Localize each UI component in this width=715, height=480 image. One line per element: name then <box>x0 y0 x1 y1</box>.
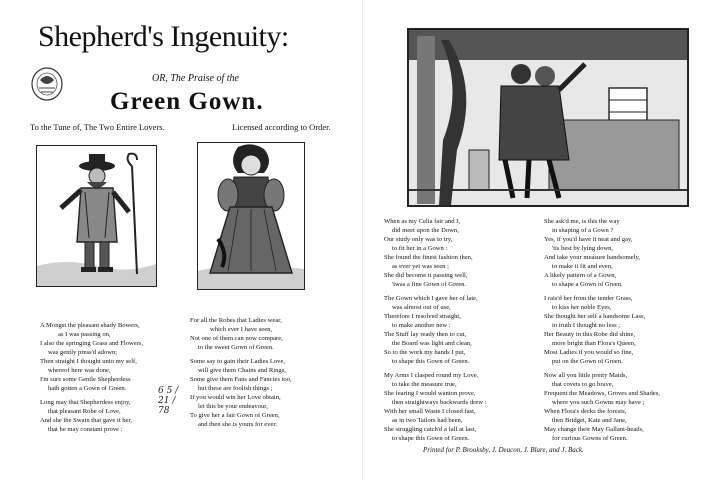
woodcut-lovers-scene <box>407 28 689 207</box>
left-verse-column-1 <box>40 316 143 434</box>
verse-line: She did become it passing well, <box>384 272 468 279</box>
verse-line: Not one of them can now compare, <box>190 335 283 342</box>
verse-line: was almost out of use, <box>392 304 451 311</box>
verse-line: 'twas a fine Gown of Green. <box>392 281 467 288</box>
verse-line: She ask'd me, is this the way <box>544 218 620 225</box>
marginal-handwritten-note: 6 5 / 21 / 78 <box>158 386 179 416</box>
verse-line: Frequent the Meadows, Groves and Shades, <box>544 390 660 397</box>
verse-line: Some say to gain their Ladies Love, <box>190 358 286 365</box>
verse-line: If you would win her Love obtain, <box>190 394 281 401</box>
verse-line: will give them Chains and Rings, <box>198 367 286 374</box>
right-verse-column-2 <box>544 217 660 443</box>
verse-line: that he may constant prove : <box>48 426 123 433</box>
verse-line: where you such Gowns may have ; <box>552 399 645 406</box>
verse-line: in shaping of a Gown ? <box>552 227 614 234</box>
verse-line: to shape this Gown of Green. <box>392 435 470 442</box>
verse-line: She thought her self a handsome Lass, <box>544 313 646 320</box>
tune-line: To the Tune of, The Two Entire Lovers. <box>30 122 165 132</box>
verse-line: more bright than Flora's Queen, <box>552 340 636 347</box>
verse-line: She struggling catch'd a fall at last, <box>384 426 477 433</box>
left-verse-column-2 <box>190 316 292 429</box>
verse-line: to shape a Gown of Green. <box>552 281 623 288</box>
verse-line: My Arms I clasped round my Love, <box>384 372 479 379</box>
library-stamp <box>30 66 64 102</box>
verse-line: to make another new : <box>392 322 451 329</box>
woodcut-lady <box>197 142 305 290</box>
verse-line: Long may that Shepherdess enjoy, <box>40 399 131 406</box>
verse-line: to the sweet Gown of Green. <box>198 344 274 351</box>
verse-line: to kiss her noble Eyes, <box>552 304 612 311</box>
verse-line: Therefore I resolved straight, <box>384 313 461 320</box>
verse-line: When Flora's decks the forests, <box>544 408 627 415</box>
ballad-subtitle-main: Green Gown. <box>110 88 264 115</box>
verse-line: as in two Tailors had been, <box>392 417 463 424</box>
verse-line: for curious Gowns of Green. <box>552 435 628 442</box>
verse-line: Most Ladies if you would so fine, <box>544 349 634 356</box>
verse-line: Some give them Fans and Fancies too, <box>190 376 292 383</box>
page-gutter <box>362 0 363 480</box>
verse-line: that covets to go brave, <box>552 381 614 388</box>
verse-line: To give her a fair Gown of Green, <box>190 412 280 419</box>
verse-line: to shape this Gown of Green. <box>392 358 470 365</box>
verse-line: The Stuff lay ready then to cut, <box>384 331 467 338</box>
verse-line: the Board was light and clean, <box>392 340 472 347</box>
verse-line: but these are foolish things ; <box>198 385 273 392</box>
verse-line: Her Beauty in this Robe did shine, <box>544 331 636 338</box>
verse-line: did meet upon the Down, <box>392 227 459 234</box>
verse-line: I'm sure some Gentle Shepherdess <box>40 376 131 383</box>
verse-line: I rais'd her from the tender Grass, <box>544 295 633 302</box>
ballad-title: Shepherd's Ingenuity: <box>38 20 289 53</box>
verse-line: and then she is yours for ever. <box>198 421 277 428</box>
verse-line: Yes, if you'd have it neat and gay, <box>544 236 633 243</box>
verse-line: 'tis best by lying down, <box>552 245 614 252</box>
verse-line: was gently press'd adown; <box>48 349 118 356</box>
verse-line: then Bridget, Kate and Jane, <box>552 417 627 424</box>
verse-line: in truth I thought no less ; <box>552 322 621 329</box>
verse-line: A Mongst the pleasant shady Bowers, <box>40 322 140 329</box>
verse-line: that pleasant Robe of Love, <box>48 408 121 415</box>
verse-line: put on the Gown of Green. <box>552 358 623 365</box>
verse-line: For all the Robes that Ladies wear, <box>190 317 282 324</box>
verse-line: as I was passing on, <box>58 331 111 338</box>
verse-line: And take your measure handsomely, <box>544 254 641 261</box>
verse-line: which ever I have seen, <box>210 326 273 333</box>
verse-line: Now all you little pretty Maids, <box>544 372 628 379</box>
verse-line: She found the finest fashion then, <box>384 254 473 261</box>
verse-line: as ever yet was seen ; <box>392 263 449 270</box>
verse-line: The Gown which I gave her of late, <box>384 295 478 302</box>
printer-imprint: Printed for P. Brooksby, J. Deacon, J. Blare, and J. Back. <box>423 446 584 454</box>
verse-line: A likely pattern of a Gown, <box>544 272 617 279</box>
verse-line: So to the work my hands I put, <box>384 349 466 356</box>
verse-line: whereof here was done, <box>48 367 111 374</box>
verse-line: to take the measure true, <box>392 381 457 388</box>
right-verse-column-1 <box>384 217 486 443</box>
license-line: Licensed according to Order. <box>232 122 331 132</box>
verse-line: let this be your endeavour, <box>198 403 268 410</box>
verse-line: Our study only was to try, <box>384 236 453 243</box>
ballad-subtitle: OR, The Praise of the <box>152 73 239 84</box>
verse-line: With her small Waste I closed fast, <box>384 408 476 415</box>
verse-line: I also the springing Grass and Flowers, <box>40 340 144 347</box>
woodcut-shepherd <box>36 145 157 287</box>
verse-line: to make it fit and even, <box>552 263 613 270</box>
verse-line: to fit her in a Gown : <box>392 245 448 252</box>
verse-line: then straightways backwards drew : <box>392 399 487 406</box>
verse-line: Then straight I thought unto my self, <box>40 358 137 365</box>
verse-line: hath gotten a Gown of Green. <box>48 385 127 392</box>
verse-line: When as my Celia fair and I, <box>384 218 460 225</box>
verse-line: She fearing I would wanton prove, <box>384 390 476 397</box>
verse-line: And she the Swain that gave it her, <box>40 417 133 424</box>
verse-line: May change their May Gallant-heads, <box>544 426 644 433</box>
